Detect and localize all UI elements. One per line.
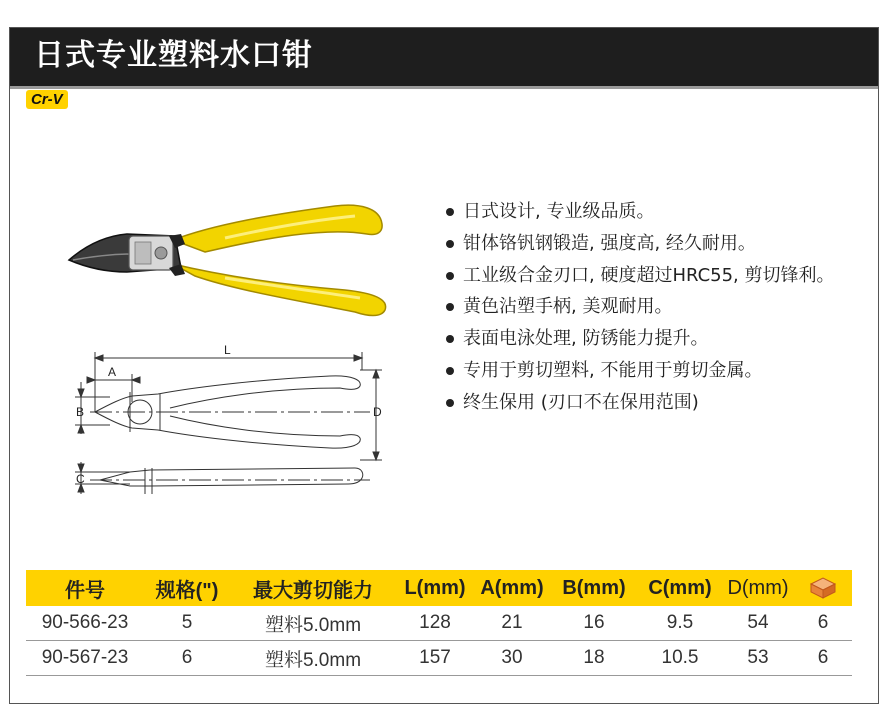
feature-item: 钳体铬钒钢锻造, 强度高, 经久耐用。 xyxy=(443,228,863,260)
feature-item: 表面电泳处理, 防锈能力提升。 xyxy=(443,323,863,355)
col-header: A(mm) xyxy=(474,570,550,606)
table-header-row xyxy=(26,570,852,606)
page-title: 日式专业塑料水口钳 xyxy=(34,38,313,73)
dimension-drawing xyxy=(70,322,400,512)
material-badge: Cr-V xyxy=(26,90,68,109)
col-header: 件号 xyxy=(26,570,144,606)
lower-handle xyxy=(173,264,386,316)
col-header: C(mm) xyxy=(638,570,722,606)
col-header: B(mm) xyxy=(550,570,638,606)
pliers-photo xyxy=(55,172,395,322)
box-icon xyxy=(808,576,838,600)
feature-item: 终生保用 (刃口不在保用范围) xyxy=(443,387,863,419)
col-header: D(mm) xyxy=(722,570,794,606)
label-L: L xyxy=(224,343,231,357)
col-header: 规格(") xyxy=(144,570,230,606)
feature-item: 日式设计, 专业级品质。 xyxy=(443,196,863,228)
bullet-icon xyxy=(446,335,454,343)
table-row: 90-567-23 6 塑料5.0mm 157 30 18 10.5 53 6 xyxy=(26,641,852,676)
table-row: 90-566-23 5 塑料5.0mm 128 21 16 9.5 54 6 xyxy=(26,606,852,641)
label-A: A xyxy=(108,365,117,379)
bullet-icon xyxy=(446,367,454,375)
col-header-package xyxy=(794,570,852,606)
col-header: L(mm) xyxy=(396,570,474,606)
bullet-icon xyxy=(446,208,454,216)
bullet-icon xyxy=(446,303,454,311)
label-C: C xyxy=(76,472,85,486)
feature-item: 专用于剪切塑料, 不能用于剪切金属。 xyxy=(443,355,863,387)
title-bar xyxy=(10,28,878,89)
label-D: D xyxy=(373,405,382,419)
label-B: B xyxy=(76,405,85,419)
bullet-icon xyxy=(446,399,454,407)
bullet-icon xyxy=(446,272,454,280)
bullet-icon xyxy=(446,240,454,248)
feature-list xyxy=(443,196,863,419)
feature-item: 黄色沾塑手柄, 美观耐用。 xyxy=(443,291,863,323)
spec-table xyxy=(26,570,852,676)
feature-item: 工业级合金刃口, 硬度超过HRC55, 剪切锋利。 xyxy=(443,260,863,291)
col-header: 最大剪切能力 xyxy=(230,570,396,606)
